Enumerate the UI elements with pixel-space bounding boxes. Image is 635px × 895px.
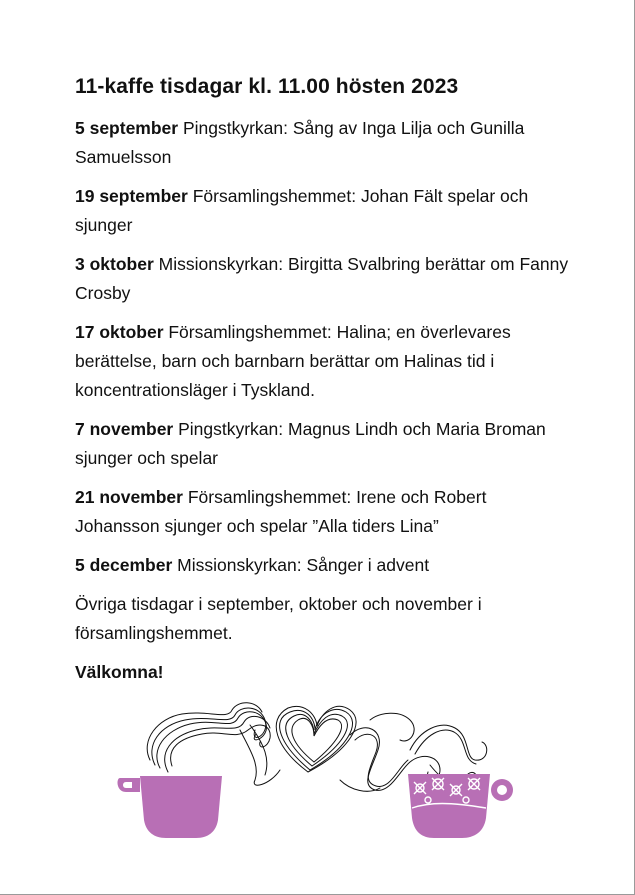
schedule-entry — [75, 182, 575, 240]
entry-date: 7 november — [75, 419, 174, 439]
schedule-entry — [75, 250, 575, 308]
welcome-text: Välkomna! — [75, 662, 164, 682]
schedule-entry — [75, 483, 575, 541]
entry-date: 5 september — [75, 118, 179, 138]
entry-text: Pingstkyrkan: Sång av Inga Lilja och Gunilla Samuelsson — [75, 118, 525, 167]
schedule-entry — [75, 318, 575, 405]
entry-text: Församlingshemmet: Irene och Robert Johansson sjunger och spelar ”Alla tiders Lina” — [75, 487, 487, 536]
entry-text: Missionskyrkan: Birgitta Svalbring berättar om Fanny Crosby — [75, 254, 569, 303]
right-coffee-cup — [408, 774, 513, 838]
coffee-cups-with-heart-steam-icon — [110, 690, 530, 850]
schedule-entry — [75, 114, 575, 172]
entry-text: Missionskyrkan: Sånger i advent — [172, 555, 430, 575]
entry-date: 5 december — [75, 555, 173, 575]
entry-text: Församlingshemmet: Johan Fält spelar och sjunger — [75, 186, 529, 235]
other-tuesdays-note: Övriga tisdagar i september, oktober och november i församlingshemmet. — [75, 594, 482, 643]
entry-date: 21 november — [75, 487, 183, 507]
entry-date: 17 oktober — [75, 322, 164, 342]
schedule-entry — [75, 415, 575, 473]
entry-text: Församlingshemmet: Halina; en överlevares berättelse, barn och barnbarn berättar om Halinas tid i koncentrationsläger i Tyskland. — [75, 322, 511, 400]
left-coffee-cup — [118, 776, 222, 838]
entry-date: 19 september — [75, 186, 188, 206]
document-title: 11-kaffe tisdagar kl. 11.00 hösten 2023 — [75, 75, 459, 98]
schedule-entry — [75, 551, 575, 580]
entry-text: Pingstkyrkan: Magnus Lindh och Maria Broman sjunger och spelar — [75, 419, 546, 468]
entry-date: 3 oktober — [75, 254, 154, 274]
document-body — [75, 70, 575, 687]
